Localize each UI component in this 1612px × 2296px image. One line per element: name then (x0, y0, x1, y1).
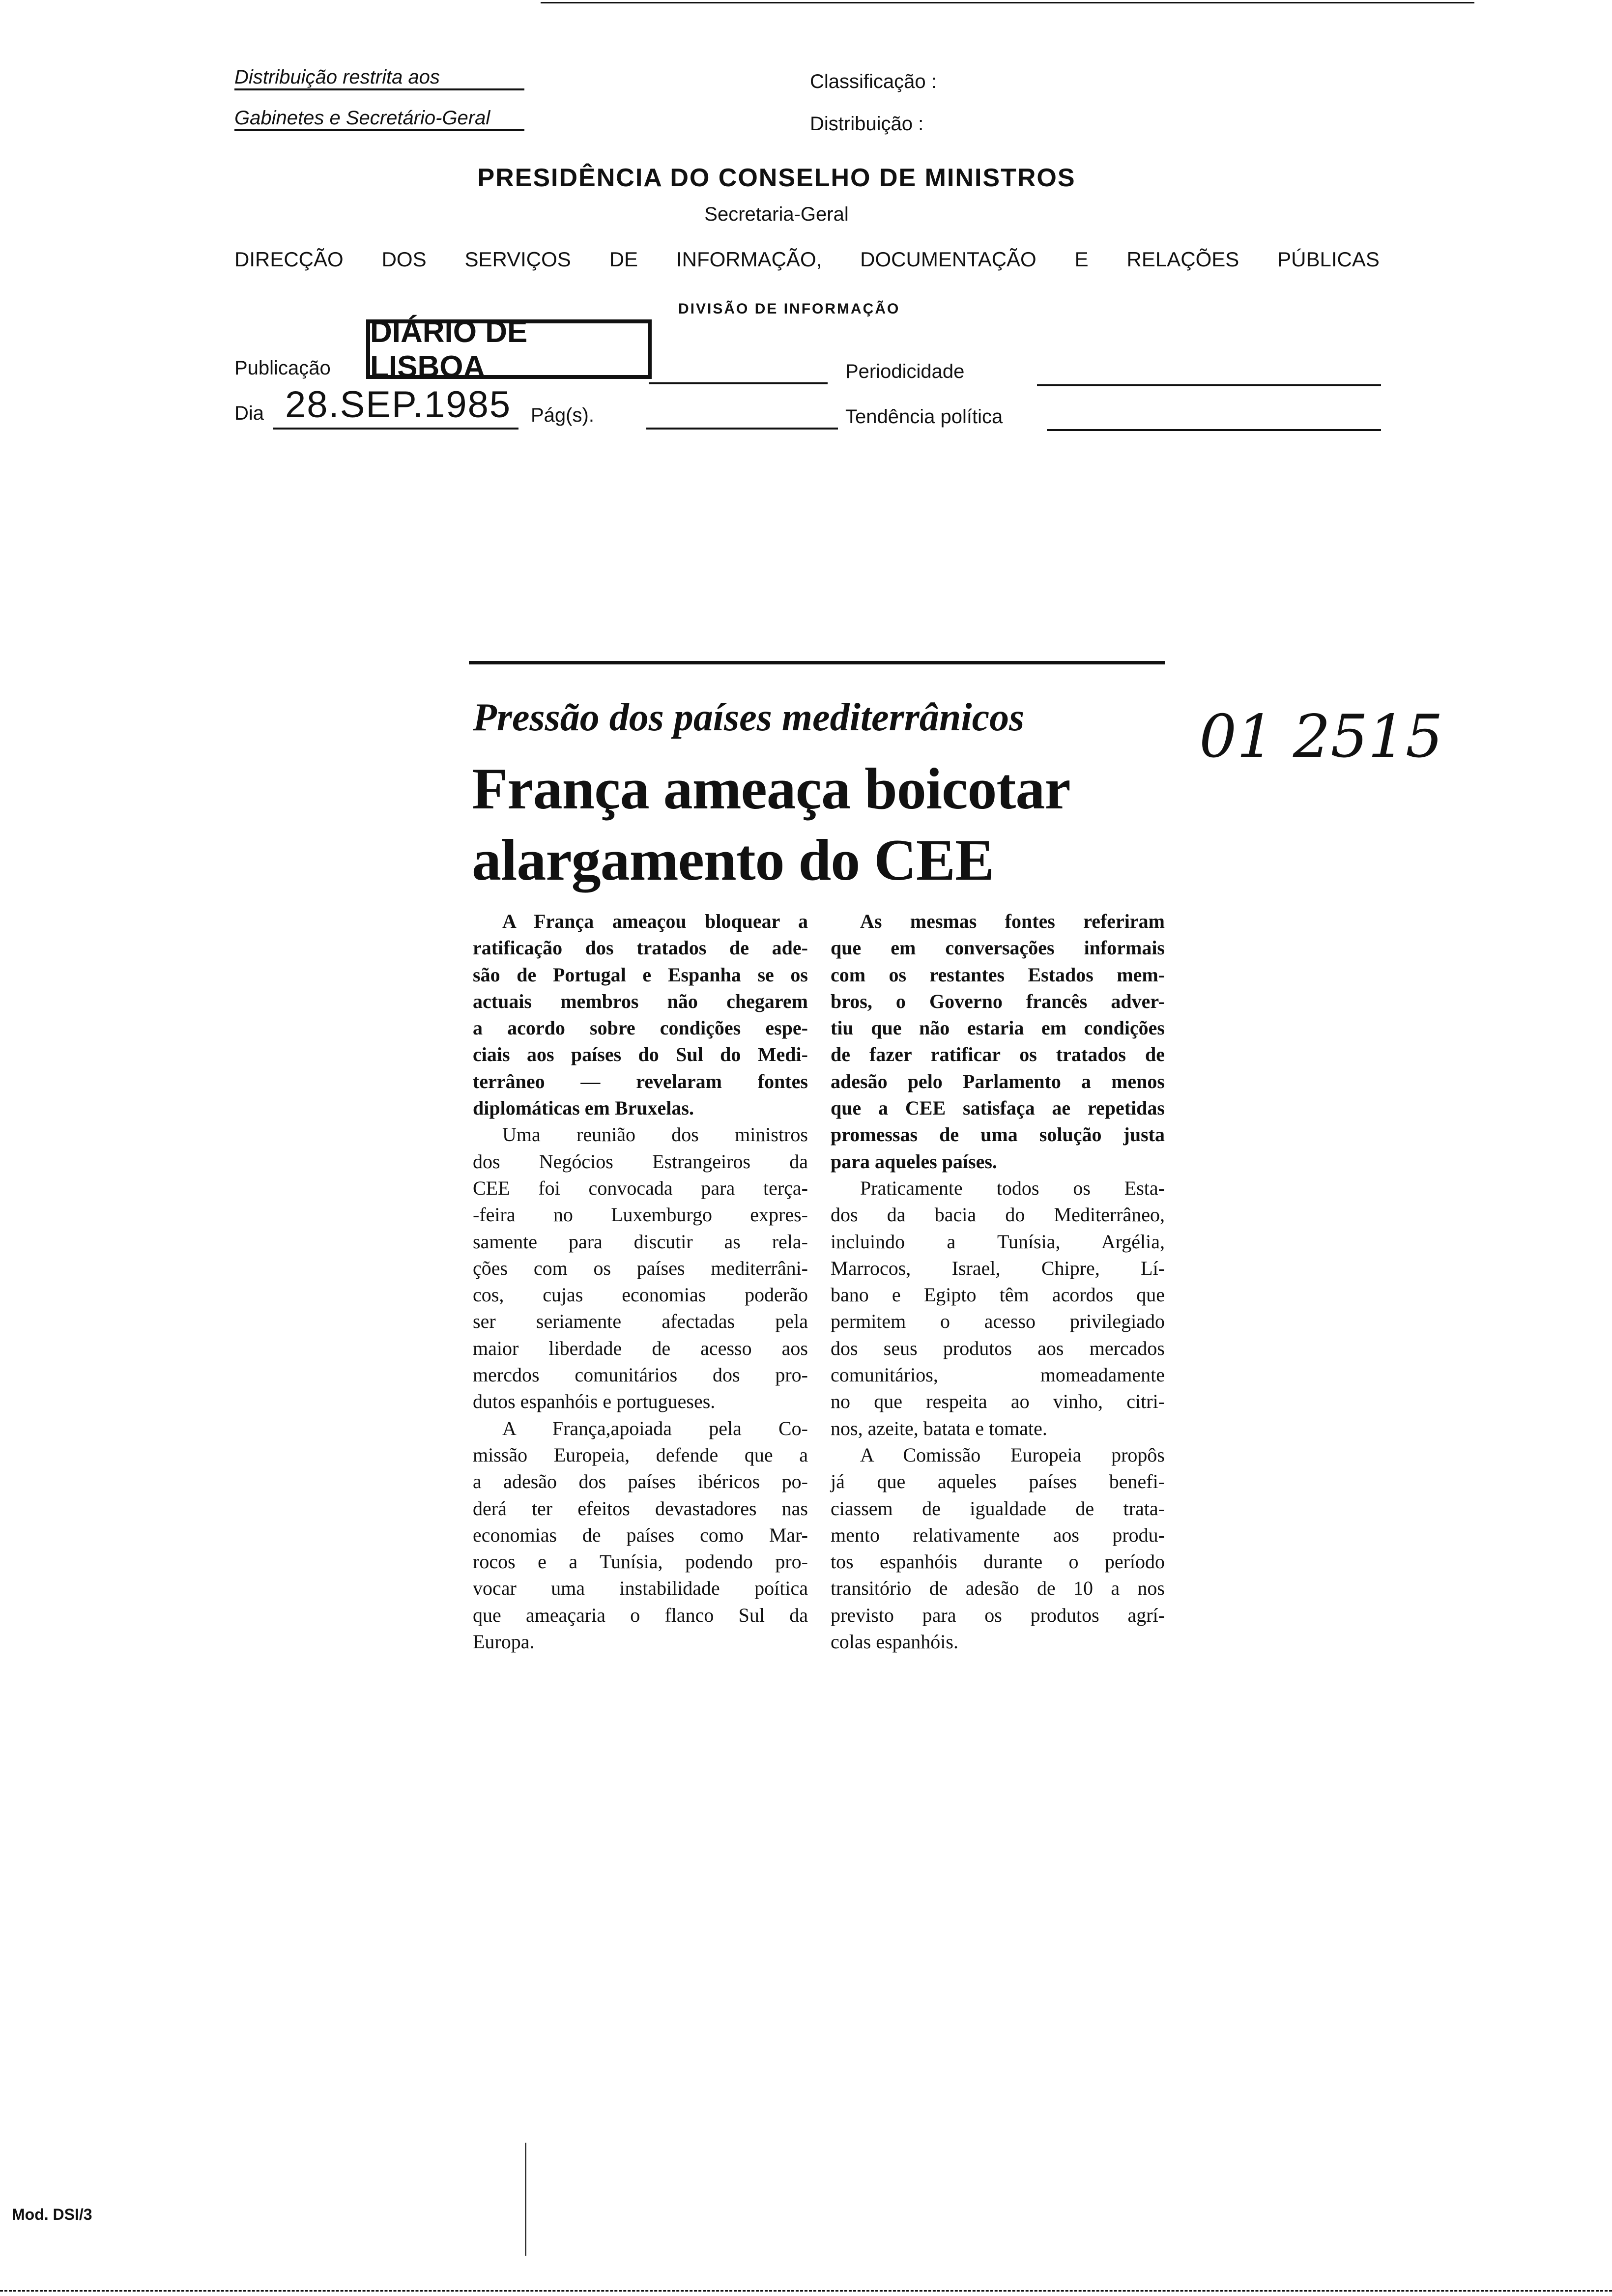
handwritten-annotation: 01 2515 (1199, 703, 1443, 771)
article-text-line: A Comissão Europeia propôs (860, 1443, 1165, 1466)
article-text-line: ciassem de igualdade de trata- (831, 1497, 1165, 1520)
publication-field-line (649, 382, 828, 384)
article-text-line: no que respeita ao vinho, citri- (831, 1390, 1165, 1413)
article-text-line: a adesão dos países ibéricos po- (473, 1470, 808, 1493)
directorate-word: DOS (381, 248, 427, 271)
directorate-word: DOCUMENTAÇÃO (860, 248, 1036, 271)
article-text-line: tos espanhóis durante o período (831, 1550, 1165, 1573)
periodicity-label: Periodicidade (845, 361, 965, 382)
article-headline-line1: França ameaça boicotar (472, 756, 1070, 821)
article-top-rule (469, 661, 1165, 664)
article-text-line: de fazer ratificar os tratados de (831, 1043, 1165, 1066)
article-kicker: Pressão dos países mediterrânicos (473, 696, 1025, 739)
article-text-line: missão Europeia, defende que a (473, 1443, 808, 1466)
directorate-word: PÚBLICAS (1277, 248, 1380, 271)
publication-label: Publicação (234, 357, 331, 379)
article-headline-line2: alargamento do CEE (472, 827, 994, 892)
article-text-line: diplomáticas em Bruxelas. (473, 1097, 694, 1119)
article-text-line: -feira no Luxemburgo expres- (473, 1204, 808, 1226)
article-text-line: rocos e a Tunísia, podendo pro- (473, 1550, 808, 1573)
article-paragraph (831, 1175, 1165, 1442)
article-text-line: nos, azeite, batata e tomate. (831, 1417, 1047, 1439)
article-text-line: terrâneo — revelaram fontes (473, 1070, 808, 1092)
article-paragraph (473, 1121, 808, 1415)
scan-mark-vertical (525, 2143, 526, 2256)
article-text-line: que ameaçaria o flanco Sul da (473, 1604, 808, 1626)
article-text-line: mento relativamente aos produ- (831, 1523, 1165, 1546)
article-text-line: dos Negócios Estrangeiros da (473, 1150, 808, 1173)
page-subtitle: Secretaria-Geral (704, 203, 849, 225)
article-column-1 (473, 908, 808, 1655)
article-text-line: que a CEE satisfaça ae repetidas (831, 1097, 1165, 1119)
article-text-line: transitório de adesão de 10 a nos (831, 1577, 1165, 1600)
day-field-line (273, 428, 518, 430)
article-text-line: samente para discutir as rela- (473, 1230, 808, 1253)
article-paragraph (473, 1415, 808, 1656)
article-text-line: permitem o acesso privilegiado (831, 1310, 1165, 1333)
article-text-line: para aqueles países. (831, 1150, 997, 1173)
article-text-line: ções com os países mediterrâni- (473, 1257, 808, 1279)
article-text-line: economias de países como Mar- (473, 1523, 808, 1546)
day-value-stamp: 28.SEP.1985 (285, 384, 512, 426)
pages-field-line (646, 428, 838, 430)
article-text-line: actuais membros não chegarem (473, 990, 808, 1012)
article-text-line: incluindo a Tunísia, Argélia, (831, 1230, 1165, 1253)
article-text-line: dos da bacia do Mediterrâneo, (831, 1204, 1165, 1226)
article-text-line: são de Portugal e Espanha se os (473, 963, 808, 986)
article-text-line: Marrocos, Israel, Chipre, Lí- (831, 1257, 1165, 1279)
article-text-line: Praticamente todos os Esta- (860, 1177, 1165, 1199)
scan-mark-bottom (0, 2290, 1612, 2292)
periodicity-field-line (1037, 384, 1381, 386)
political-tendency-field-line (1047, 429, 1381, 431)
article-text-line: Uma reunião dos ministros (502, 1123, 808, 1146)
day-label: Dia (234, 402, 264, 424)
article-text-line: ciais aos países do Sul do Medi- (473, 1043, 808, 1066)
article-text-line: As mesmas fontes referiram (860, 910, 1165, 932)
directorate-word: DE (609, 248, 638, 271)
article-text-line: CEE foi convocada para terça- (473, 1177, 808, 1199)
article-column-2 (831, 908, 1165, 1655)
article-text-line: A França ameaçou bloquear a (502, 910, 808, 932)
article-paragraph (473, 908, 808, 1121)
article-text-line: bros, o Governo francês adver- (831, 990, 1165, 1012)
article-text-line: a acordo sobre condições espe- (473, 1017, 808, 1039)
article-text-line: A França,apoiada pela Co- (502, 1417, 808, 1439)
division-label: DIVISÃO DE INFORMAÇÃO (678, 301, 900, 317)
pages-label: Pág(s). (531, 404, 594, 426)
distribution-restriction-line2: Gabinetes e Secretário-Geral (234, 107, 524, 131)
article-text-line: previsto para os produtos agrí- (831, 1604, 1165, 1626)
political-tendency-label: Tendência política (845, 406, 1003, 428)
article-text-line: mercdos comunitários dos pro- (473, 1364, 808, 1386)
directorate-word: RELAÇÕES (1126, 248, 1239, 271)
article-text-line: dos seus produtos aos mercados (831, 1337, 1165, 1359)
directorate-word: SERVIÇOS (464, 248, 571, 271)
article-text-line: ser seriamente afectadas pela (473, 1310, 808, 1333)
article-text-line: Europa. (473, 1631, 535, 1653)
article-text-line: cos, cujas economias poderão (473, 1284, 808, 1306)
article-text-line: adesão pelo Parlamento a menos (831, 1070, 1165, 1092)
article-text-line: tiu que não estaria em condições (831, 1017, 1165, 1039)
article-paragraph (831, 908, 1165, 1175)
page-title: PRESIDÊNCIA DO CONSELHO DE MINISTROS (477, 164, 1076, 192)
classification-label: Classificação : (810, 71, 937, 92)
article-text-line: colas espanhóis. (831, 1631, 958, 1653)
article-paragraph (831, 1442, 1165, 1655)
article-text-line: com os restantes Estados mem- (831, 963, 1165, 986)
article-text-line: bano e Egipto têm acordos que (831, 1284, 1165, 1306)
publication-stamp: DIÁRIO DE LISBOA (366, 319, 652, 379)
article-text-line: ratificação dos tratados de ade- (473, 937, 808, 959)
article-text-line: derá ter efeitos devastadores nas (473, 1497, 808, 1520)
article-text-line: maior liberdade de acesso aos (473, 1337, 808, 1359)
article-text-line: já que aqueles países benefi- (831, 1470, 1165, 1493)
article-text-line: promessas de uma solução justa (831, 1123, 1165, 1146)
form-code: Mod. DSI/3 (12, 2206, 92, 2223)
distribution-label: Distribuição : (810, 113, 924, 135)
article-text-line: dutos espanhóis e portugueses. (473, 1390, 716, 1413)
directorate-word: DIRECÇÃO (234, 248, 344, 271)
article-text-line: comunitários, momeadamente (831, 1364, 1165, 1386)
article-text-line: que em conversações informais (831, 937, 1165, 959)
directorate-word: E (1074, 248, 1089, 271)
scan-mark-top (541, 2, 1474, 3)
distribution-restriction-line1: Distribuição restrita aos (234, 66, 524, 90)
directorate-line (234, 248, 1380, 271)
article-text-line: vocar uma instabilidade poítica (473, 1577, 808, 1600)
directorate-word: INFORMAÇÃO, (676, 248, 822, 271)
